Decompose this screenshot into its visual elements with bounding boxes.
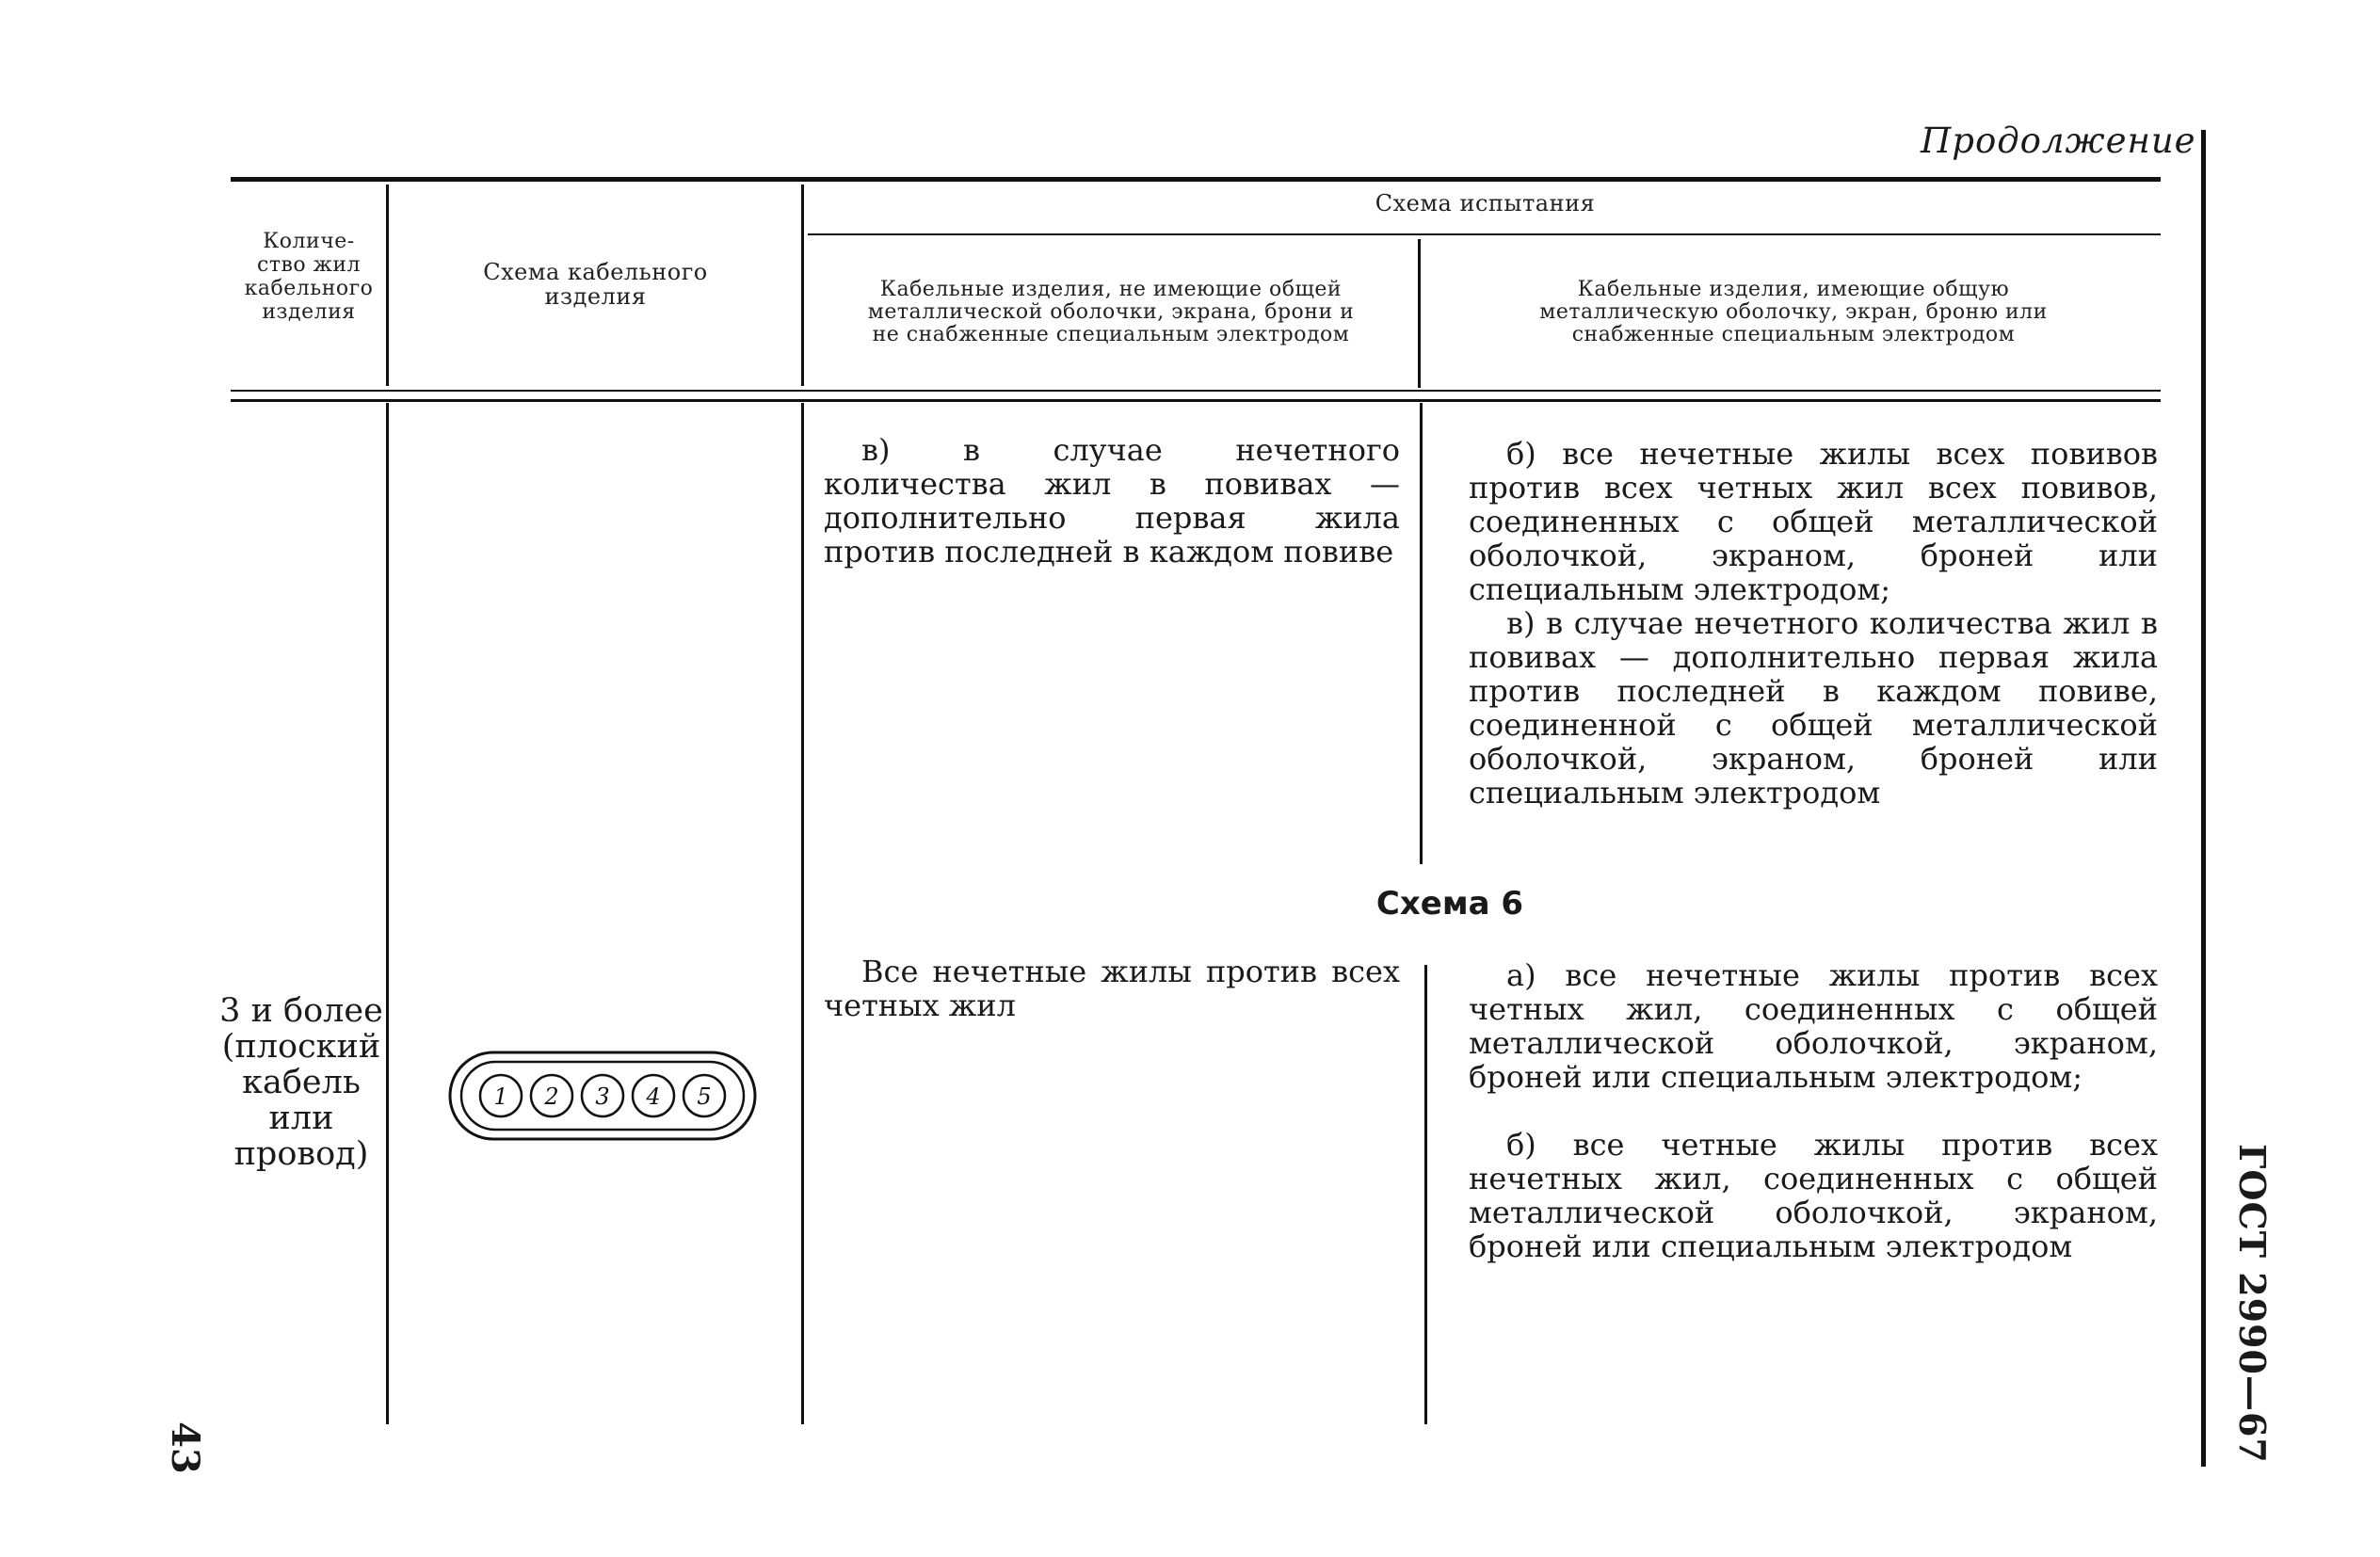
standard-designation: ГОСТ 2990—67 (2231, 1144, 2274, 1464)
header-scheme-product: Схема кабельного изделия (483, 259, 708, 310)
scheme-6-no-sheath-text: Все нечетные жилы против всех четных жил (824, 954, 1400, 1023)
subheader-rule (808, 233, 2161, 235)
core-label-1: 1 (493, 1083, 508, 1110)
header-count: Количе- ство жил кабельного изделия (244, 230, 374, 324)
col-divider-3-top-block (1420, 403, 1423, 864)
core-label-2: 2 (544, 1083, 559, 1110)
col-divider-1-header (386, 185, 389, 386)
col-divider-3-scheme6 (1424, 965, 1427, 1424)
table-top-rule (231, 177, 2161, 182)
core-label-3: 3 (595, 1083, 610, 1110)
page-number: 43 (163, 1421, 207, 1474)
col-divider-2-header (801, 185, 804, 386)
top-with-sheath-item-v: в) в случае нечетного количества жил в повивах — дополнительно первая жила против последней в каждом повиве, соединенной с общей металлической оболочкой, экраном, броней или специальным электродом (1469, 605, 2158, 811)
header-with-sheath: Кабельные изделия, имеющие общую металлическую оболочку, экран, броню или снабженные специальным электродом (1539, 278, 2048, 346)
scheme-6-with-sheath-item-b: б) все четные жилы против всех нечетных жил, соединенных с общей металлической оболочкой, экраном, броней или специальным электродом (1469, 1127, 2158, 1264)
core-label-5: 5 (697, 1083, 712, 1110)
continuation-label: Продолжение (1921, 120, 2196, 161)
scheme-6-with-sheath-item-a: а) все нечетные жилы против всех четных жил, соединенных с общей металлической оболочкой, экраном, броней или специальным электродом; (1469, 957, 2158, 1095)
scheme-6-core-count: 3 и более (плоский кабель или провод) (219, 992, 383, 1173)
flat-cable-diagram (442, 1045, 763, 1148)
scheme-6-with-sheath (1469, 958, 2158, 1263)
scheme-6-title: Схема 6 (1375, 885, 1524, 923)
page-right-border (2201, 130, 2206, 1467)
scheme-6-no-sheath (824, 955, 1400, 1022)
top-no-sheath-text: в) в случае нечетного количества жил в повивах — дополнительно первая жила против последней в каждом повиве (824, 432, 1400, 570)
header-bottom-rule-1 (231, 390, 2161, 392)
header-bottom-rule-2 (231, 399, 2161, 402)
header-scheme-test: Схема испытания (1375, 190, 1596, 217)
header-no-sheath: Кабельные изделия, не имеющие общей металлической оболочки, экрана, брони и не снабженные специальным электродом (867, 278, 1355, 346)
col-divider-1-body (386, 403, 389, 1424)
col-divider-3-header (1418, 239, 1421, 388)
core-label-4: 4 (646, 1083, 661, 1110)
top-no-sheath-item-v (824, 433, 1400, 569)
top-with-sheath-item-b: б) все нечетные жилы всех повивов против всех четных жил всех повивов, соединенных с общей металлической оболочкой, экраном, броней или специальным электродом; (1469, 436, 2158, 607)
col-divider-2-body (801, 403, 804, 1424)
top-with-sheath-items (1469, 437, 2158, 810)
